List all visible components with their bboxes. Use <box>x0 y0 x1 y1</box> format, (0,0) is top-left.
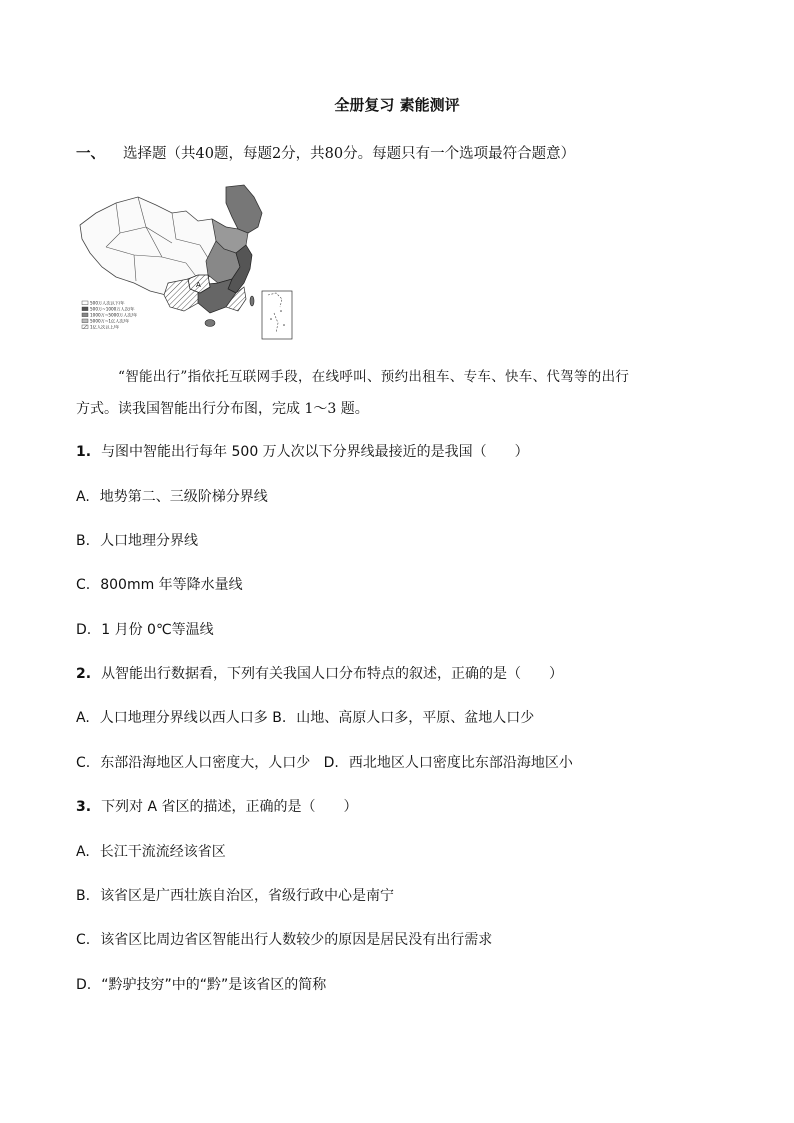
question-3 <box>76 796 358 816</box>
option-label: A. <box>76 710 90 726</box>
option-label: A. <box>76 844 90 860</box>
section-heading <box>76 142 575 163</box>
option-text: 人口地理分界线以西人口多 <box>99 710 268 726</box>
question-number: 2. <box>76 666 92 682</box>
question-1-option-c <box>76 574 243 594</box>
option-label: B. <box>76 533 91 549</box>
question-3-option-c <box>76 929 492 949</box>
question-2-options-ab <box>76 707 534 727</box>
option-text: 长江干流流经该省区 <box>99 844 226 860</box>
option-label: B. <box>76 888 91 904</box>
intro-line-1: “智能出行”指依托互联网手段，在线呼叫、预约出租车、专车、快车、代驾等的出行 <box>118 369 630 385</box>
option-label: C. <box>76 577 91 593</box>
page-title: 全册复习 素能测评 <box>334 96 460 114</box>
question-3-option-a <box>76 841 226 861</box>
question-1-option-b <box>76 530 198 550</box>
legend-item-3: 1000万~5000万人次/年 <box>90 312 138 318</box>
option-label: D. <box>76 622 92 638</box>
option-text: 该省区比周边省区智能出行人数较少的原因是居民没有出行需求 <box>100 932 493 948</box>
option-text: 地势第二、三级阶梯分界线 <box>99 489 268 505</box>
question-stem: 与图中智能出行每年 500 万人次以下分界线最接近的是我国（ ） <box>101 444 529 460</box>
map-taiwan <box>250 296 254 306</box>
option-text: 山地、高原人口多，平原、盆地人口少 <box>296 710 535 726</box>
question-2 <box>76 663 563 683</box>
map-northeast-region <box>226 185 262 233</box>
option-label: C. <box>76 932 91 948</box>
question-stem: 从智能出行数据看，下列有关我国人口分布特点的叙述，正确的是（ ） <box>101 666 564 682</box>
south-china-sea-inset <box>262 291 292 339</box>
question-2-options-cd <box>76 752 573 772</box>
question-3-option-b <box>76 885 394 905</box>
map-hainan <box>205 320 215 327</box>
question-1-option-d <box>76 619 214 639</box>
question-1 <box>76 441 529 461</box>
option-text: “黔驴技穷”中的“黔”是该省区的简称 <box>101 977 327 993</box>
map-region-a-label: A <box>196 281 201 289</box>
option-label: C. <box>76 755 91 771</box>
legend-item-4: 5000万~1亿人次/年 <box>90 318 130 324</box>
legend-item-1: 500万人次以下/年 <box>90 300 125 306</box>
question-1-option-a <box>76 486 268 506</box>
question-number: 1. <box>76 444 92 460</box>
option-text: 800mm 年等降水量线 <box>100 577 243 593</box>
option-text: 西北地区人口密度比东部沿海地区小 <box>348 755 573 771</box>
question-stem: 下列对 A 省区的描述，正确的是（ ） <box>101 799 358 815</box>
map-legend <box>82 299 137 330</box>
question-3-option-d <box>76 974 326 994</box>
option-text: 该省区是广西壮族自治区，省级行政中心是南宁 <box>100 888 395 904</box>
legend-item-5: 1亿人次以上/年 <box>90 324 120 330</box>
section-number: 一、 <box>76 146 105 162</box>
option-text: 人口地理分界线 <box>100 533 199 549</box>
intro-line-2: 方式。读我国智能出行分布图，完成 1～3 题。 <box>76 401 369 417</box>
option-text: 1 月份 0℃等温线 <box>101 622 214 638</box>
option-label: B. <box>272 710 287 726</box>
china-smart-travel-map <box>76 183 296 343</box>
map-svg <box>76 183 296 343</box>
option-label: D. <box>76 977 92 993</box>
legend-item-2: 500万~1000万人次/年 <box>90 306 135 312</box>
section-instructions: 选择题（共40题，每题2分，共80分。每题只有一个选项最符合题意） <box>123 146 576 162</box>
option-text: 东部沿海地区人口密度大，人口少 <box>100 755 311 771</box>
question-number: 3. <box>76 799 92 815</box>
option-label: D. <box>323 755 339 771</box>
option-label: A. <box>76 489 90 505</box>
